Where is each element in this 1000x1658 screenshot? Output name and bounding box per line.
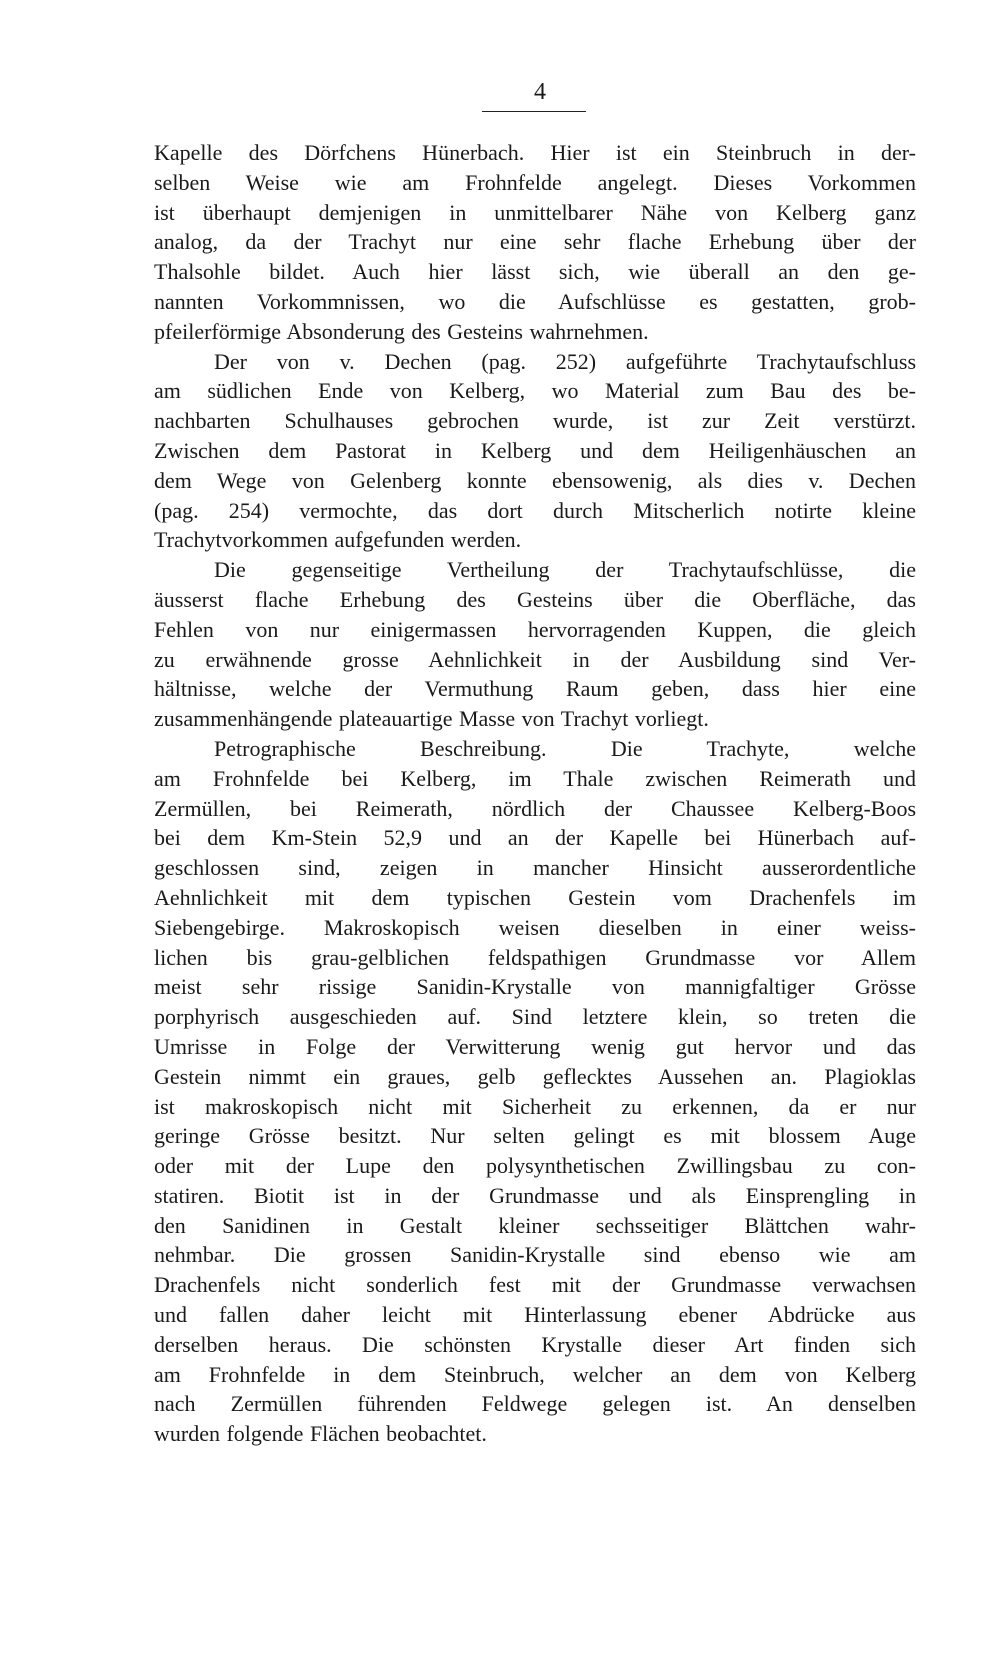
text-line: geschlossen sind, zeigen in mancher Hinsicht ausserordentliche [154,855,916,881]
text-line: Der von v. Dechen (pag. 252) aufgeführte Trachytaufschluss [214,348,916,374]
text-line: derselben heraus. Die schönsten Krystalle dieser Art finden sich [154,1331,916,1357]
text-line: und fallen daher leicht mit Hinterlassung ebener Abdrücke aus [154,1302,916,1328]
text-line: Drachenfels nicht sonderlich fest mit der Grundmasse verwachsen [154,1272,916,1298]
text-line: dem Wege von Gelenberg konnte ebensowenig, als dies v. Dechen [154,467,916,493]
text-line: Siebengebirge. Makroskopisch weisen dieselben in einer weiss- [154,914,916,940]
text-line: am südlichen Ende von Kelberg, wo Material zum Bau des be- [154,378,916,404]
text-line: oder mit der Lupe den polysynthetischen Zwillingsbau zu con- [154,1153,916,1179]
text-line: ist makroskopisch nicht mit Sicherheit zu erkennen, da er nur [154,1093,916,1119]
text-line: porphyrisch ausgeschieden auf. Sind letztere klein, so treten die [154,1004,916,1030]
text-line: Zwischen dem Pastorat in Kelberg und dem Heiligenhäuschen an [154,437,916,463]
page-number: 4 [534,79,546,105]
text-line: geringe Grösse besitzt. Nur selten gelingt es mit blossem Auge [154,1123,916,1149]
text-line: zusammenhängende plateauartige Masse von Trachyt vorliegt. [154,706,709,732]
text-line: Aehnlichkeit mit dem typischen Gestein vom Drachenfels im [154,884,916,910]
text-line: ist überhaupt demjenigen in unmittelbarer Nähe von Kelberg ganz [154,199,916,225]
text-line: selben Weise wie am Frohnfelde angelegt. Dieses Vorkommen [154,169,916,195]
text-line: meist sehr rissige Sanidin-Krystalle von mannigfaltiger Grösse [154,974,916,1000]
page-number-rule [482,111,586,112]
body-text [154,138,916,1449]
text-line: Gestein nimmt ein graues, gelb geflecktes Aussehen an. Plagioklas [154,1063,916,1089]
text-line: (pag. 254) vermochte, das dort durch Mitscherlich notirte kleine [154,497,916,523]
text-line: nannten Vorkommnissen, wo die Aufschlüsse es gestatten, grob- [154,288,916,314]
text-line: nehmbar. Die grossen Sanidin-Krystalle sind ebenso wie am [154,1242,916,1268]
text-line: statiren. Biotit ist in der Grundmasse und als Einsprengling in [154,1182,916,1208]
text-line: Trachytvorkommen aufgefunden werden. [154,527,522,553]
text-line: Zermüllen, bei Reimerath, nördlich der Chaussee Kelberg-Boos [154,795,916,821]
text-line: Petrographische Beschreibung. Die Trachyte, welche [214,735,916,761]
text-line: am Frohnfelde in dem Steinbruch, welcher an dem von Kelberg [154,1361,916,1387]
text-line: Umrisse in Folge der Verwitterung wenig gut hervor und das [154,1033,916,1059]
text-line: nachbarten Schulhauses gebrochen wurde, ist zur Zeit verstürzt. [154,408,916,434]
text-line: Thalsohle bildet. Auch hier lässt sich, wie überall an den ge- [154,259,916,285]
text-line: pfeilerförmige Absonderung des Gesteins wahrnehmen. [154,318,649,344]
text-line: bei dem Km-Stein 52,9 und an der Kapelle bei Hünerbach auf- [154,825,916,851]
text-line: Fehlen von nur einigermassen hervorragenden Kuppen, die gleich [154,616,916,642]
text-line: Kapelle des Dörfchens Hünerbach. Hier ist ein Steinbruch in der- [154,140,916,165]
text-line: den Sanidinen in Gestalt kleiner sechsseitiger Blättchen wahr- [154,1212,916,1238]
text-line: analog, da der Trachyt nur eine sehr flache Erhebung über der [154,229,916,255]
text-line: lichen bis grau-gelblichen feldspathigen Grundmasse vor Allem [154,944,916,970]
text-line: am Frohnfelde bei Kelberg, im Thale zwischen Reimerath und [154,765,916,791]
text-line: nach Zermüllen führenden Feldwege gelegen ist. An denselben [154,1391,916,1417]
text-line: Die gegenseitige Vertheilung der Trachytaufschlüsse, die [214,557,916,583]
text-line: hältnisse, welche der Vermuthung Raum geben, dass hier eine [154,676,916,702]
text-line: äusserst flache Erhebung des Gesteins über die Oberfläche, das [154,586,916,612]
text-line: zu erwähnende grosse Aehnlichkeit in der Ausbildung sind Ver- [154,646,916,672]
text-line: wurden folgende Flächen beobachtet. [154,1421,487,1447]
